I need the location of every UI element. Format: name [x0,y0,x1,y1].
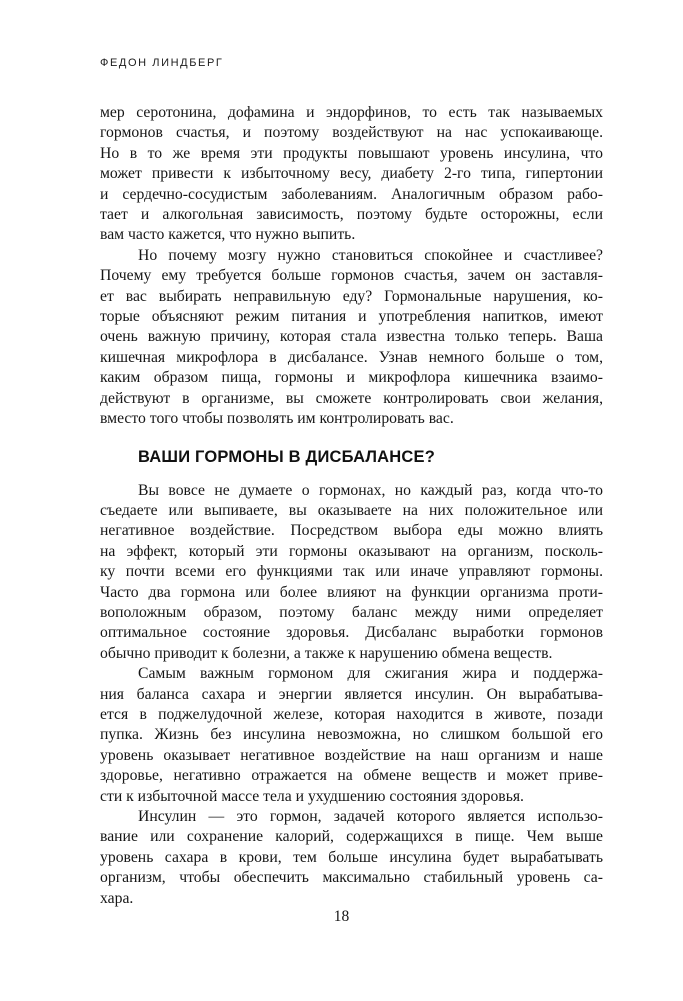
text-line: вместо того чтобы позволять им контролировать вас. [100,410,454,428]
text-line: Почему ему требуется больше гормонов счастья, зачем он заставля- [100,267,603,285]
text-line: очень важную причину, которая стала известна только теперь. Ваша [100,328,603,346]
text-line: Часто два гормона или более влияют на функции организма проти- [100,583,603,601]
text-line: действуют в организме, вы сможете контролировать свои желания, [100,389,603,407]
text-line: на эффект, который эти гормоны оказывают на организм, посколь- [100,542,603,560]
paragraph [100,807,603,909]
text-line: съедаете или выпиваете, вы оказываете на них положительное или [100,501,603,519]
paragraph [100,481,603,665]
paragraph [100,103,603,246]
text-line: Самым важным гормоном для сжигания жира и поддержа- [138,665,603,683]
paragraph [100,664,603,807]
text-line: воположным образом, поэтому баланс между ними определяет [100,603,603,621]
text-line: оптимальное состояние здоровья. Дисбаланс выработки гормонов [100,624,603,642]
section-heading: ВАШИ ГОРМОНЫ В ДИСБАЛАНСЕ? [138,447,436,466]
text-line: уровень сахара в крови, тем больше инсулина будет вырабатывать [100,848,603,866]
text-line: мер серотонина, дофамина и эндорфинов, то есть так называемых [100,104,603,121]
text-line: каким образом пища, гормоны и микрофлора кишечника взаимо- [100,369,603,387]
text-line: негативное воздействие. Посредством выбора еды можно влиять [100,522,603,540]
text-line: Вы вовсе не думаете о гормонах, но каждый раз, когда что-то [138,481,603,499]
text-line: вание или сохранение калорий, содержащихся в пище. Чем выше [100,828,603,846]
text-line: торые объясняют режим питания и употребления напитков, имеют [100,308,603,326]
paragraph [100,246,603,430]
text-line: гормонов счастья, и поэтому воздействуют на нас успокаивающе. [100,124,603,142]
text-line: вам часто кажется, что нужно выпить. [100,226,356,244]
text-line: сти к избыточной массе тела и ухудшению состояния здоровья. [100,787,524,805]
text-line: Но почему мозгу нужно становиться спокойнее и счастливее? [138,246,603,264]
text-line: хара. [100,889,134,907]
text-line: пупка. Жизнь без инсулина невозможна, но слишком большой его [100,726,603,744]
text-line: Но в то же время эти продукты повышают уровень инсулина, что [100,144,603,162]
running-header-author: ФЕДОН ЛИНДБЕРГ [100,57,224,69]
page-body [100,103,603,909]
text-line: здоровье, негативно отражается на обмене веществ и может приве- [100,767,603,785]
text-line: может привести к избыточному весу, диабету 2-го типа, гипертонии [100,165,603,183]
text-line: кишечная микрофлора в дисбалансе. Узнав немного больше о том, [100,348,603,366]
text-line: уровень оказывает негативное воздействие на наш организм и наше [100,746,603,764]
text-line: организм, чтобы обеспечить максимально стабильный уровень са- [100,869,603,887]
text-line: ку почти всеми его функциями так или иначе управляют гормоны. [100,563,603,581]
page-number: 18 [333,908,350,925]
text-line: и сердечно-сосудистым заболеваниям. Аналогичным образом рабо- [100,185,603,203]
text-line: ния баланса сахара и энергии является инсулин. Он вырабатыва- [100,685,603,703]
text-line: ет вас выбирать неправильную еду? Гормональные нарушения, ко- [100,287,603,305]
text-line: обычно приводит к болезни, а также к нарушению обмена веществ. [100,644,553,662]
text-line: Инсулин — это гормон, задачей которого является использо- [138,808,603,825]
text-line: тает и алкогольная зависимость, поэтому будьте осторожны, если [100,206,603,224]
text-line: ется в поджелудочной железе, которая находится в животе, позади [100,705,603,723]
